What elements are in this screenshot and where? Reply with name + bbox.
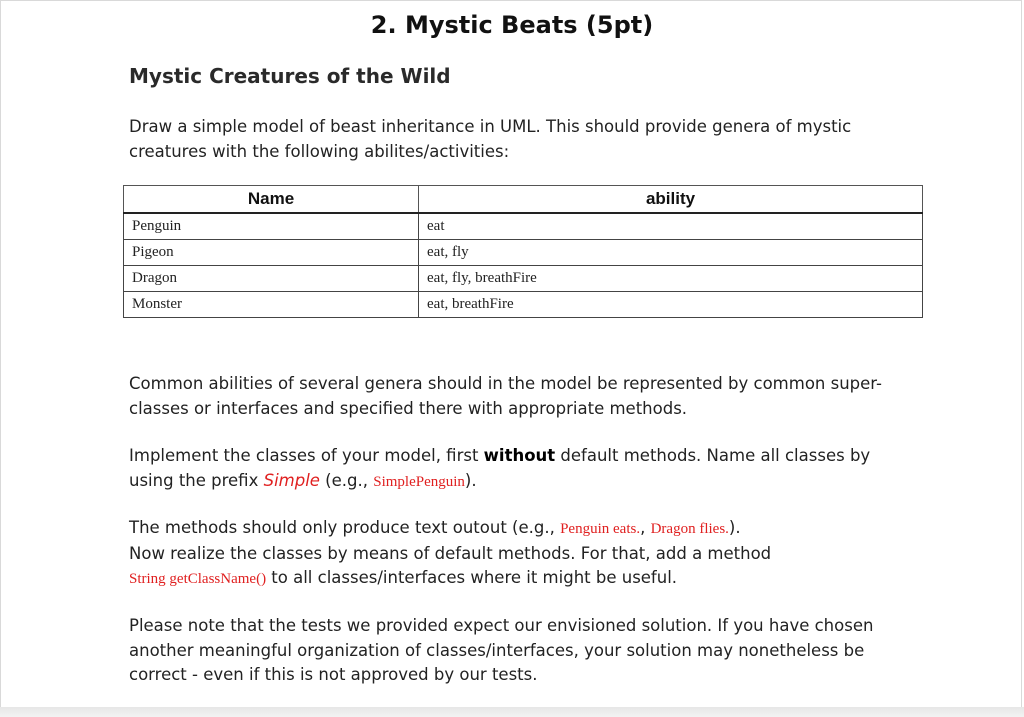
intro-paragraph: Draw a simple model of beast inheritance in UML. This should provide genera of mystic creatures with the following abilites/activities: bbox=[129, 117, 852, 161]
implement-text-2: default methods. Name all classes by using the prefix bbox=[129, 446, 871, 490]
table-row bbox=[124, 266, 923, 292]
methods-paragraph bbox=[129, 516, 919, 592]
table-header-row bbox=[124, 186, 923, 214]
method-signature: String getClassName() bbox=[129, 571, 267, 587]
header-ability: ability bbox=[419, 186, 923, 214]
example-output-1: Penguin eats. bbox=[560, 521, 641, 537]
implement-text-4: ). bbox=[464, 470, 477, 490]
example-output-2: Dragon flies. bbox=[650, 521, 729, 537]
row-name-cell: Dragon bbox=[124, 266, 419, 292]
without-emphasis: without bbox=[483, 446, 556, 465]
row-name-cell: Monster bbox=[124, 292, 419, 318]
table-row bbox=[124, 213, 923, 240]
row-ability-cell: eat, fly bbox=[419, 240, 923, 266]
implement-text-3: (e.g., bbox=[319, 470, 374, 490]
note-paragraph: Please note that the tests we provided expect our envisioned solution. If you have chosen another meaningful organization of classes/interfaces, your solution may nonetheless be correct - even if this is not approved by our tests. bbox=[129, 616, 874, 684]
section-title: 2. Mystic Beats (5pt) bbox=[370, 11, 654, 39]
row-ability-cell: eat, fly, breathFire bbox=[419, 266, 923, 292]
implement-text-1: Implement the classes of your model, first bbox=[129, 446, 484, 465]
methods-text-2: ). bbox=[728, 518, 741, 537]
implement-paragraph bbox=[129, 444, 919, 494]
row-name-cell: Pigeon bbox=[124, 240, 419, 266]
simple-prefix: Simple bbox=[263, 470, 320, 490]
table-row bbox=[124, 240, 923, 266]
methods-separator: , bbox=[640, 518, 651, 537]
methods-text-1: The methods should only produce text outout (e.g., bbox=[129, 518, 561, 537]
common-abilities-paragraph: Common abilities of several genera should in the model be represented by common super-classes or interfaces and specified there with appropriate methods. bbox=[129, 374, 882, 418]
header-name: Name bbox=[124, 186, 419, 214]
methods-text-3: to all classes/interfaces where it might be useful. bbox=[266, 568, 678, 587]
row-ability-cell: eat, breathFire bbox=[419, 292, 923, 318]
subtitle: Mystic Creatures of the Wild bbox=[129, 64, 451, 88]
example-class-name: SimplePenguin bbox=[373, 473, 465, 490]
page-bottom-edge bbox=[0, 707, 1024, 717]
methods-line-2: Now realize the classes by means of default methods. For that, add a method bbox=[129, 543, 772, 563]
row-name-cell: Penguin bbox=[124, 213, 419, 240]
table-row bbox=[124, 292, 923, 318]
row-ability-cell: eat bbox=[419, 213, 923, 240]
abilities-table bbox=[123, 185, 923, 318]
